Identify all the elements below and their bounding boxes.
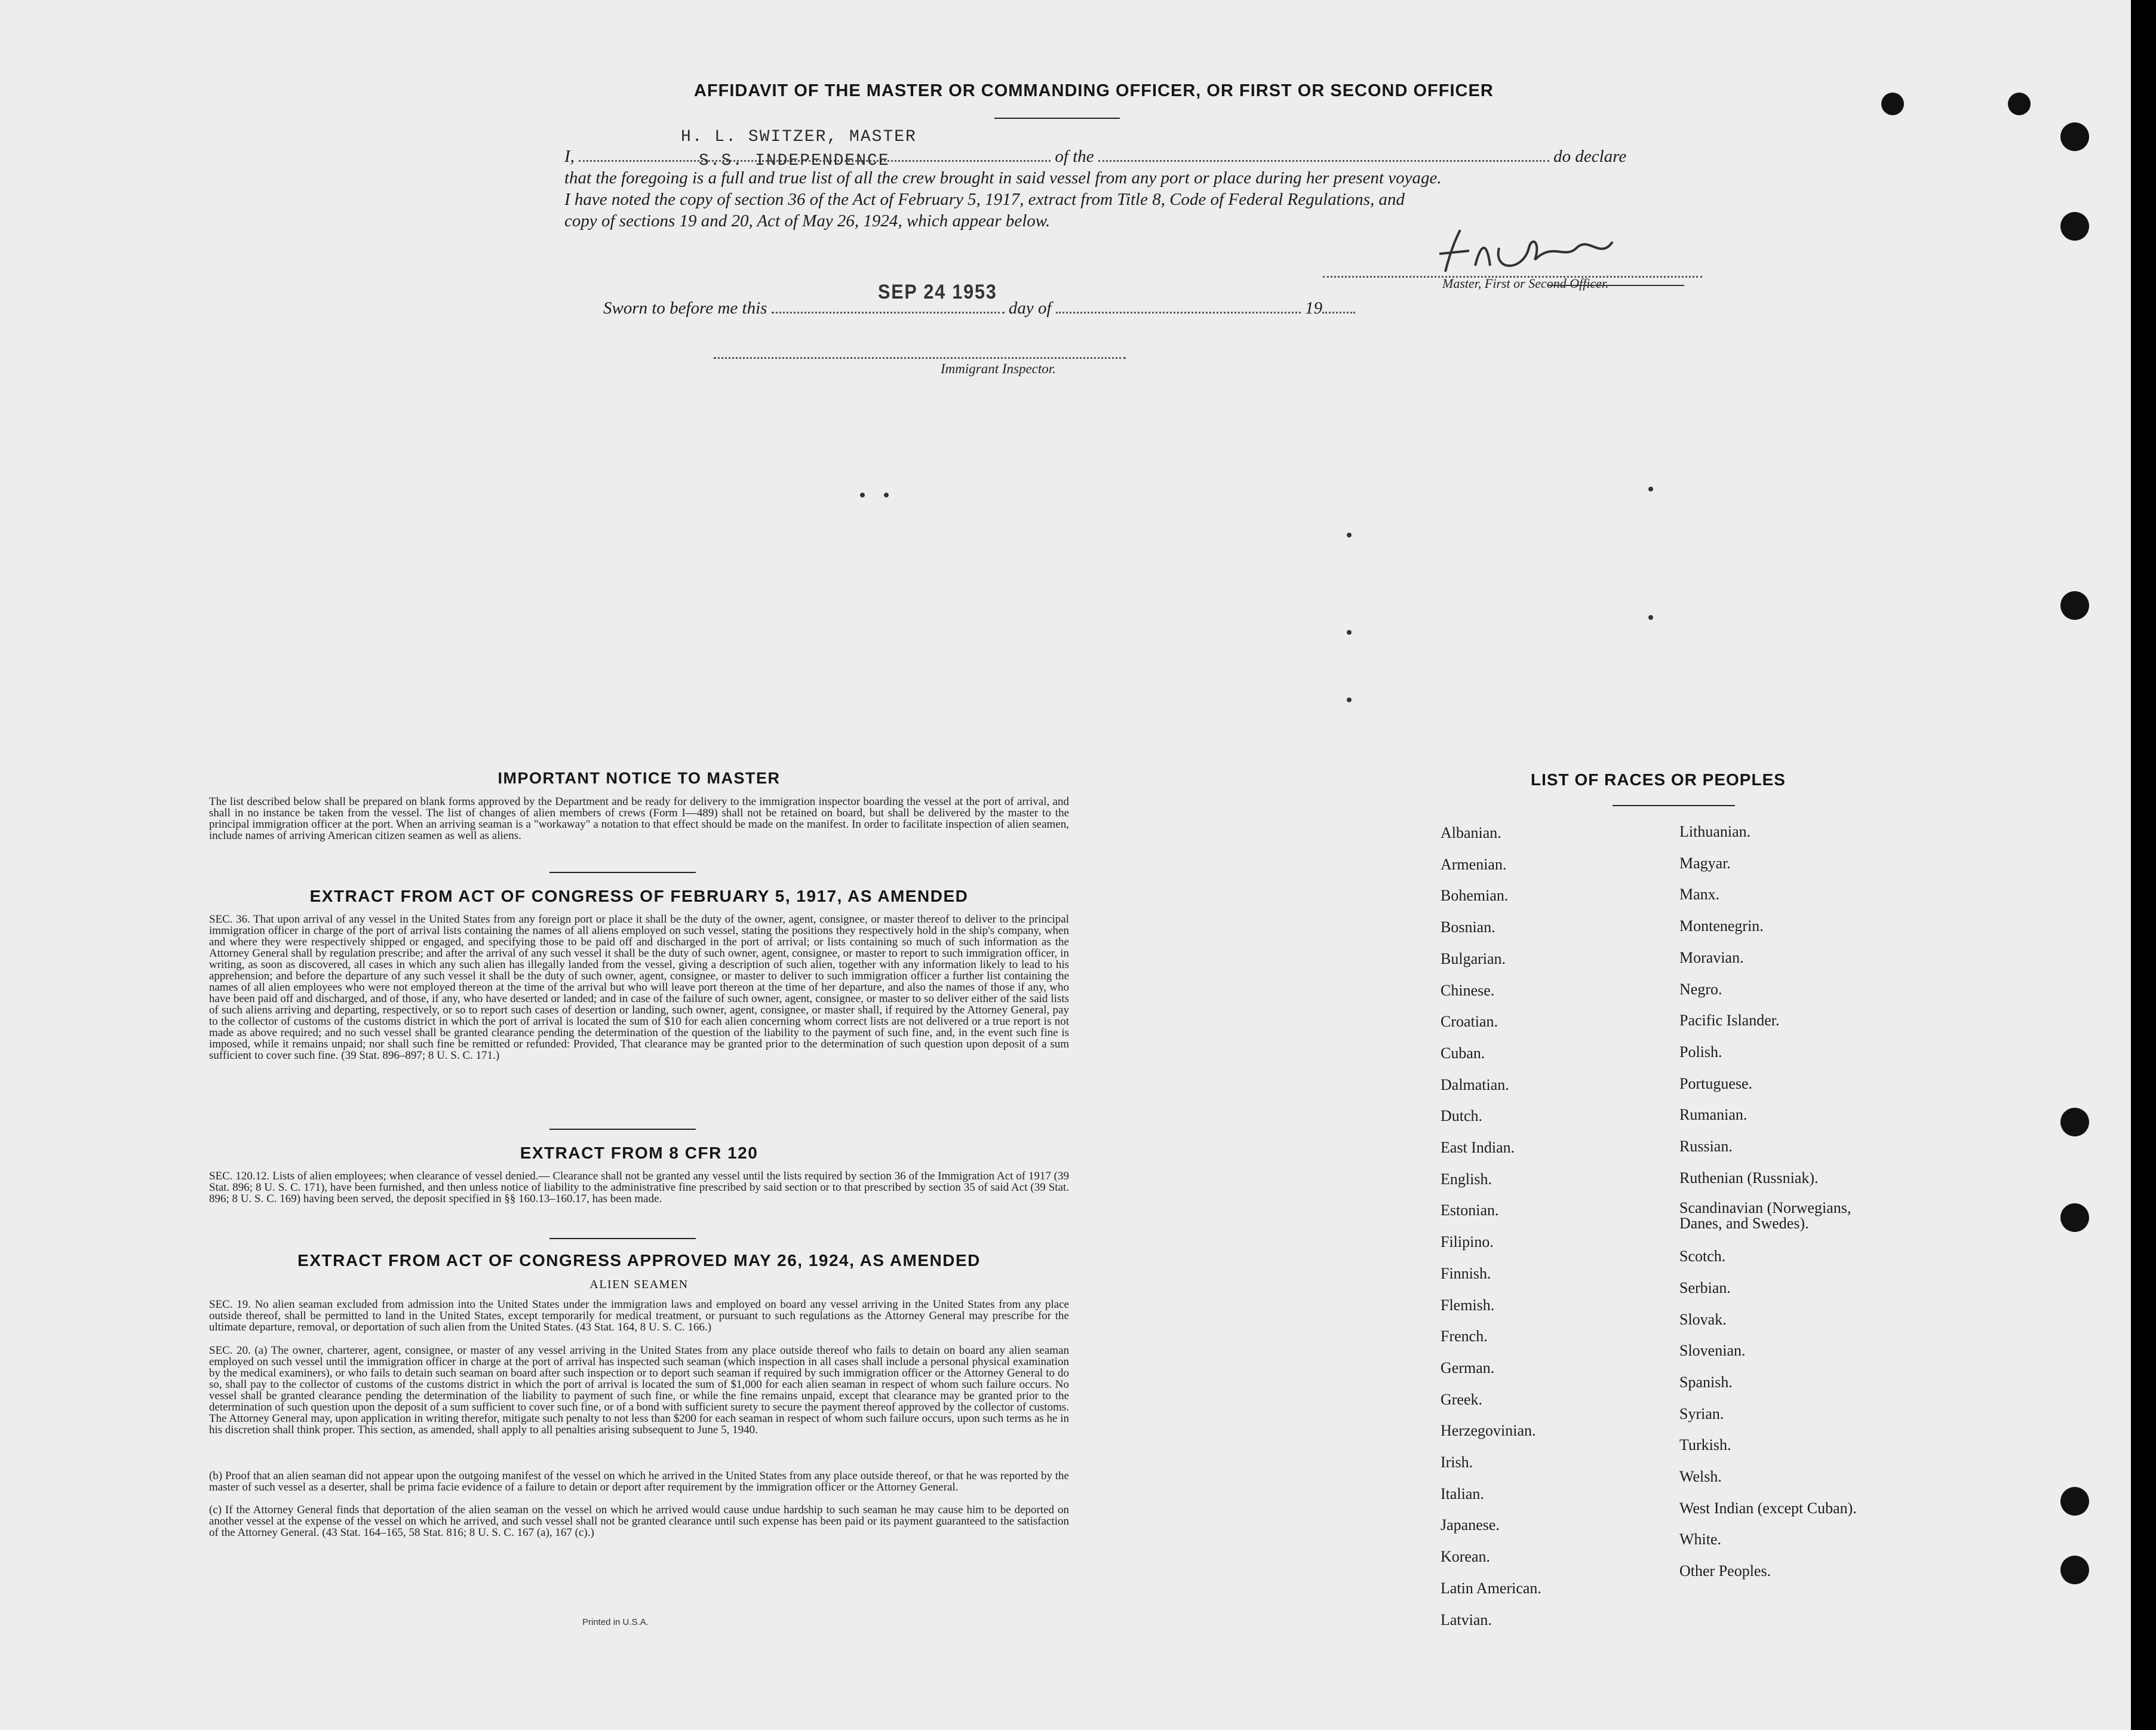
race-item: Russian. (1679, 1138, 1733, 1155)
stray-mark (1347, 533, 1352, 537)
punch-hole (2060, 591, 2089, 620)
inspector-line (714, 345, 1126, 359)
punch-hole (2060, 212, 2089, 241)
race-item: Other Peoples. (1679, 1562, 1771, 1580)
affidavit-title: AFFIDAVIT OF THE MASTER OR COMMANDING OFFICER, OR FIRST OR SECOND OFFICER (694, 81, 1494, 100)
race-item: Polish. (1679, 1043, 1722, 1061)
punch-hole (2060, 1108, 2089, 1136)
printed-in-usa: Printed in U.S.A. (582, 1617, 649, 1627)
stray-mark (860, 493, 865, 497)
punch-hole (2060, 1487, 2089, 1516)
race-item: Japanese. (1441, 1516, 1500, 1534)
race-item: English. (1441, 1170, 1492, 1188)
race-item: Filipino. (1441, 1233, 1494, 1251)
master-name-field: H. L. SWITZER, MASTER (681, 128, 917, 146)
race-item: East Indian. (1441, 1139, 1515, 1156)
race-item: Bohemian. (1441, 887, 1509, 905)
affidavit-line-4: copy of sections 19 and 20, Act of May 26, 1924, which appear below. (564, 211, 1051, 231)
notice-body: The list described below shall be prepared on blank forms approved by the Department and be ready for delivery to the immigration inspector boarding the vessel at the port of arrival, and shall in no instance be taken from the vessel. The list of changes of alien members of crews (Form I—489) shall not be retained on board, but shall be delivered by the master to the principal immigration officer at the port. When an arriving seaman is a "workaway" a notation to that effect should be made on the manifest. In order to facilitate inspection of alien seamen, include names of arriving American citizen seamen as well as aliens. (209, 795, 1069, 842)
date-stamp: SEP 24 1953 (878, 281, 997, 303)
extract-1924-sec19: SEC. 19. No alien seaman excluded from admission into the United States under the immigration laws and employed on board any vessel arriving in the United States from any place outside thereof, shall be permitted to land in the United States, except temporarily for medical treatment, or pursuant to such regulations as the Attorney General may prescribe for the ultimate departure, removal, or deportation of such alien from the United States. (43 Stat. 164, 8 U. S. C. 166.) (209, 1298, 1069, 1333)
race-item: Flemish. (1441, 1296, 1495, 1314)
race-item: Slovenian. (1679, 1342, 1746, 1360)
race-item: German. (1441, 1359, 1495, 1376)
signature-strike (1548, 285, 1684, 286)
stray-mark (1648, 615, 1653, 620)
sworn-day-of: day of (1008, 299, 1052, 318)
race-item: Croatian. (1441, 1013, 1498, 1031)
extract-cfr-title: EXTRACT FROM 8 CFR 120 (520, 1144, 758, 1162)
race-item: Dutch. (1441, 1107, 1483, 1125)
race-item: Manx. (1679, 886, 1720, 904)
race-item: Finnish. (1441, 1264, 1491, 1282)
sworn-prefix: Sworn to before me this (603, 299, 767, 318)
race-item: White. (1679, 1531, 1722, 1548)
race-item: Scandinavian (Norwegians, Danes, and Swedes). (1679, 1199, 1851, 1233)
race-item: Herzegovinian. (1441, 1422, 1536, 1440)
punch-hole (1881, 93, 1904, 115)
race-item: Lithuanian. (1679, 823, 1751, 840)
race-item: Portuguese. (1679, 1074, 1753, 1092)
race-item: Cuban. (1441, 1044, 1485, 1062)
affidavit-i: I, (564, 147, 575, 166)
race-item: Rumanian. (1679, 1106, 1747, 1124)
race-item: Latvian. (1441, 1611, 1492, 1628)
race-item: Italian. (1441, 1485, 1484, 1502)
extract-1924-sec20b: (b) Proof that an alien seaman did not appear upon the outgoing manifest of the vessel on which he arrived in the United States from any place outside thereof, or that he was reported by the master of such vessel as a deserter, shall be prima facie evidence of a failure to detain or deport after requirement by the immigration officer or the Attorney General. (209, 1470, 1069, 1494)
affidavit-line-2: that the foregoing is a full and true list of all the crew brought in said vessel from any port or place during her present voyage. (564, 168, 1442, 188)
extract-1917-title: EXTRACT FROM ACT OF CONGRESS OF FEBRUARY 5, 1917, AS AMENDED (309, 887, 969, 905)
stray-mark (1347, 630, 1352, 635)
race-item: Estonian. (1441, 1202, 1499, 1219)
punch-hole (2060, 122, 2089, 151)
punch-hole (2008, 93, 2031, 115)
race-item: Irish. (1441, 1454, 1473, 1471)
affidavit-line-3: I have noted the copy of section 36 of the Act of February 5, 1917, extract from Title 8, Code of Federal Regulations, and (564, 190, 1405, 209)
race-item: Montenegrin. (1679, 917, 1764, 935)
race-item: Latin American. (1441, 1579, 1541, 1597)
race-item: Armenian. (1441, 855, 1507, 873)
race-item: French. (1441, 1328, 1488, 1345)
affidavit-do-declare: do declare (1553, 147, 1627, 166)
race-item: Turkish. (1679, 1436, 1731, 1454)
stray-mark (1347, 697, 1352, 702)
stray-mark (1648, 487, 1653, 491)
race-item: Welsh. (1679, 1468, 1722, 1485)
vessel-name-field: S.S. INDEPENDENCE (699, 152, 890, 170)
race-item: Magyar. (1679, 854, 1731, 872)
race-item: Negro. (1679, 980, 1722, 998)
extract-1917-body: SEC. 36. That upon arrival of any vessel in the United States from any foreign port or place it shall be the duty of the owner, agent, consignee, or master thereof to deliver to the principal immigration officer in charge of the port of arrival lists containing the names of all aliens employed on such vessel, stating the positions they respectively hold in the ship's company, when and where they were respectively shipped or engaged, and specifying those to be paid off and discharged in the port of arrival; or lists containing so much of such information as the Attorney General shall by regulation prescribe; and after the arrival of any such vessel it shall be the duty of such owner, agent, consignee, or master to report to such immigration officer, in writing, as soon as discovered, all cases in which any such alien has illegally landed from the vessel, giving a description of such alien, together with any information likely to lead to his apprehension; and before the departure of any such vessel it shall be the duty of such owner, agent, consignee, or master to deliver to such immigration officer a further list containing the names of all alien employees who were not employed thereon at the time of the arrival but who will leave port thereon at the time of her departure, and also the names of those if any, who have been paid off and discharged, and of those, if any, who have deserted or landed; and in case of the failure of such owner, agent, consignee, or master to so deliver either of the said lists of such aliens arriving and departing, respectively, or so to report such cases of desertion or landing, such owner, agent, consignee, or master shall, if required by the Attorney General, pay to the collector of customs of the customs district in which the port of arrival is located the sum of $10 for each alien concerning whom correct lists are not delivered or a true report is not made as above required; and no such vessel shall be granted clearance pending the determination of the question of the liability to the payment of such fine, and, in the event such fine is imposed, while it remains unpaid; nor shall such fine be remitted or refunded: Provided, That clearance may be granted prior to the determination of such question upon deposit of a sum sufficient to cover such fine. (39 Stat. 896–897; 8 U. S. C. 171.) (209, 913, 1069, 1062)
race-item: Ruthenian (Russniak). (1679, 1169, 1819, 1187)
extract-cfr-body: SEC. 120.12. Lists of alien employees; when clearance of vessel denied.— Clearance shall not be granted any vessel until the lists required by section 36 of the Immigration Act of 1917 (39 Stat. 896; 8 U. S. C. 171), have been furnished, and then unless notice of liability to the administrative fine prescribed by said section or to that prescribed by section 35 of said Act (39 Stat. 896; 8 U. S. C. 169) having been served, the deposit specified in §§ 160.13–160.17, has been made. (209, 1170, 1069, 1205)
inspector-caption: Immigrant Inspector. (941, 361, 1056, 376)
extract-1924-title: EXTRACT FROM ACT OF CONGRESS APPROVED MAY 26, 1924, AS AMENDED (297, 1251, 981, 1270)
race-item: Spanish. (1679, 1373, 1733, 1391)
race-item: Serbian. (1679, 1279, 1731, 1296)
extract-1924-sec20a: SEC. 20. (a) The owner, charterer, agent, consignee, or master of any vessel arriving in the United States from any place outside thereof who fails to detain on board any alien seaman employed on such vessel until the immigration officer in charge at the port of arrival has inspected such seaman (which inspection in all cases shall include a personal physical examination by the medical examiners), or who fails to detain such seaman on board after such inspection or to deport such seaman if required by such immigration officer or the Attorney General to do so, shall pay to the collector of customs of the customs district in which the port of arrival is located the sum of $1,000 for each alien seaman in respect of whom such failure occurs. No vessel shall be granted clearance pending the determination of the liability to payment of such fine, or while the fine remains unpaid, except that clearance may be granted prior to the determination of such question upon the deposit of a sum sufficient to cover such fine, or of a bond with sufficient surety to secure the payment thereof approved by the collector of customs. The Attorney General may, upon application in writing therefor, mitigate such penalty to not less than $200 for each seaman in respect of whom such failure occurs, upon such terms as he in his discretion shall think proper. This section, as amended, shall apply to all penalties arising subsequent to June 5, 1940. (209, 1344, 1070, 1436)
title-divider (994, 118, 1120, 119)
races-divider (1613, 805, 1735, 806)
race-item: Slovak. (1679, 1310, 1727, 1328)
affidavit-of-the: of the (1055, 147, 1094, 166)
race-item: Greek. (1441, 1390, 1483, 1408)
section-divider (549, 1129, 696, 1130)
race-item: Pacific Islander. (1679, 1012, 1780, 1030)
punch-hole (2060, 1203, 2089, 1232)
race-item: Dalmatian. (1441, 1076, 1509, 1093)
stray-mark (884, 493, 889, 497)
race-item: West Indian (except Cuban). (1679, 1499, 1857, 1517)
race-item: Chinese. (1441, 981, 1495, 999)
race-item: Korean. (1441, 1548, 1491, 1566)
extract-1924-sec20c: (c) If the Attorney General finds that deportation of the alien seaman on the vessel on which he arrived would cause undue hardship to such seaman he may cause him to be deported on another vessel at the expense of the vessel on which he arrived, and such vessel shall not be granted clearance until such expense has been paid or its payment guaranteed to the satisfaction of the Attorney General. (43 Stat. 164–165, 58 Stat. 816; 8 U. S. C. 167 (a), 167 (c).) (209, 1504, 1069, 1539)
notice-title: IMPORTANT NOTICE TO MASTER (497, 769, 781, 787)
race-item: Moravian. (1679, 948, 1744, 966)
race-item: Bosnian. (1441, 918, 1495, 936)
race-item: Bulgarian. (1441, 949, 1506, 967)
race-item: Albanian. (1441, 824, 1501, 841)
races-title: LIST OF RACES OR PEOPLES (1531, 770, 1786, 789)
race-item: Syrian. (1679, 1405, 1724, 1422)
race-item: Scotch. (1679, 1247, 1726, 1265)
section-divider (549, 1238, 696, 1239)
sworn-year: 19 (1305, 299, 1323, 318)
punch-hole (2060, 1556, 2089, 1584)
signature-caption: Master, First or Second Officer. (1442, 276, 1609, 291)
section-divider (549, 872, 696, 873)
extract-1924-subtitle: ALIEN SEAMEN (589, 1278, 689, 1291)
